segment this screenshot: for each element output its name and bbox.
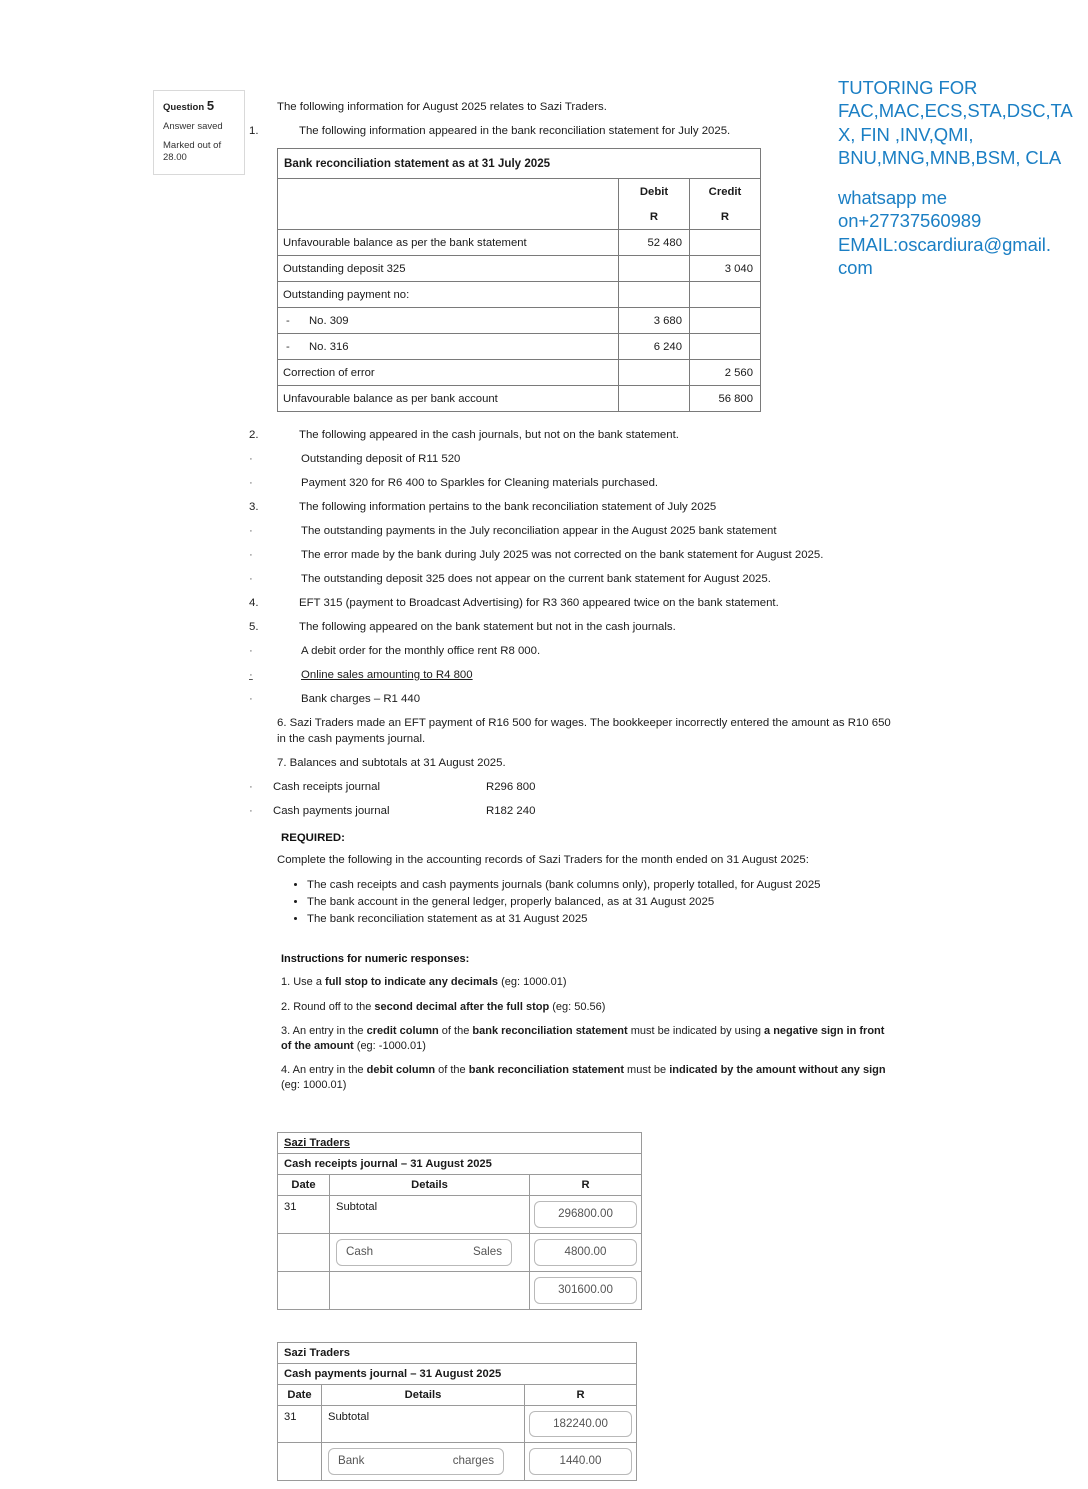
body-bullet-3b-text: The error made by the bank during July 2025 was not corrected on the bank statement for August 2025. [301, 549, 824, 562]
list-item: • The bank reconciliation statement as at 31 August 2025 [307, 911, 897, 928]
cpj-row-amount-cell [525, 1443, 637, 1481]
body-item-2-number: 2. [249, 429, 259, 442]
body-bullet-5b [249, 668, 897, 684]
brs-row-credit [690, 308, 761, 334]
body-balance-crj-label: Cash receipts journal [273, 780, 380, 793]
table-row [278, 230, 761, 256]
middot-icon: · [249, 804, 253, 817]
intro-lead: The following information for August 2025 relates to Sazi Traders. [277, 101, 607, 113]
dash-icon: - [286, 314, 290, 327]
instruction-3-part-e: must be indicated by using [627, 1024, 765, 1037]
question-info-box [153, 90, 245, 175]
crj-details-select-value-b: Sales [472, 1245, 502, 1259]
table-row [278, 360, 761, 386]
crj-details-select-value-a: Cash [346, 1245, 374, 1259]
middot-icon: · [249, 549, 253, 562]
required-lead: Complete the following in the accounting records of Sazi Traders for the month ended on 31 August 2025: [277, 853, 809, 866]
crj-entity-row [278, 1133, 642, 1154]
brs-row-label-cell [278, 308, 619, 334]
promo-line-2: FAC,MAC,ECS,STA,DSC,TA [838, 100, 1073, 122]
brs-row-label-cell [278, 334, 619, 360]
brs-row-credit [690, 282, 761, 308]
table-row [278, 256, 761, 282]
brs-row-label: Outstanding payment no: [278, 282, 619, 308]
intro-item-1-text: The following information appeared in the bank reconciliation statement for July 2025. [299, 125, 731, 138]
brs-row-label: Unfavourable balance as per the bank statement [278, 230, 619, 256]
body-bullet-5c [249, 692, 897, 708]
crj-details-select-inner [346, 1246, 502, 1259]
instruction-3-part-g: (eg: -1000.01) [353, 1039, 426, 1052]
table-row [278, 334, 761, 360]
body-balance-cpj-label: Cash payments journal [273, 804, 390, 817]
journal-spacer [277, 1318, 897, 1342]
body-bullet-2b [249, 476, 897, 492]
instruction-4 [281, 1063, 897, 1093]
required-bullet-list [277, 877, 897, 928]
crj-details-select[interactable] [336, 1239, 512, 1266]
question-title [163, 99, 235, 113]
brs-row-label: No. 316 [309, 340, 349, 353]
instruction-4-part-e: must be [623, 1064, 670, 1077]
crj-col-date: Date [278, 1175, 330, 1196]
cpj-col-amount: R [525, 1384, 637, 1405]
brs-header-debit-currency: R [619, 204, 690, 230]
middot-icon: · [249, 780, 253, 793]
cpj-subtitle: Cash payments journal – 31 August 2025 [278, 1363, 637, 1384]
cpj-row-details: Subtotal [322, 1405, 525, 1443]
middot-icon: · [249, 645, 253, 658]
body-balance-crj [249, 780, 897, 796]
table-row [278, 1234, 642, 1272]
body-item-5-number: 5. [249, 621, 259, 634]
question-title-prefix: Question [163, 102, 205, 113]
promo-phone-number: on+27737560989 [838, 210, 982, 232]
body-bullet-2a [249, 452, 897, 468]
body-bullet-3c [249, 572, 897, 588]
body-item-4-text: EFT 315 (payment to Broadcast Advertising) for R3 360 appeared twice on the bank statement. [299, 597, 779, 610]
body-bullet-5c-text: Bank charges – R1 440 [301, 693, 421, 706]
instruction-1-part-b: full stop to indicate any decimals [325, 976, 499, 989]
section-spacer [277, 1102, 897, 1132]
middot-icon: · [249, 453, 253, 466]
middot-icon: · [249, 477, 253, 490]
instruction-1-part-a: 1. Use a [281, 976, 326, 989]
brs-row-label: Unfavourable balance as per bank account [278, 386, 619, 412]
body-item-4-number: 4. [249, 597, 259, 610]
crj-col-amount: R [530, 1175, 642, 1196]
body-bullet-5b-text: Online sales amounting to R4 800 [301, 669, 473, 682]
brs-row-debit [619, 360, 690, 386]
brs-row-debit [619, 282, 690, 308]
instruction-3-part-a: 3. An entry in the [281, 1024, 367, 1037]
brs-header-debit: Debit [619, 179, 690, 205]
crj-col-details: Details [330, 1175, 530, 1196]
instructions-heading: Instructions for numeric responses: [281, 953, 470, 966]
instruction-4-part-g: (eg: 1000.01) [281, 1079, 347, 1092]
instruction-1 [281, 975, 897, 990]
crj-subtitle: Cash receipts journal – 31 August 2025 [278, 1154, 642, 1175]
cpj-row-amount-cell [525, 1405, 637, 1443]
body-item-3-number: 3. [249, 501, 259, 514]
required-heading: REQUIRED: [281, 831, 345, 844]
cpj-col-details: Details [322, 1384, 525, 1405]
cpj-details-select-value-a: Bank [338, 1454, 365, 1468]
crj-total-input[interactable]: 301600.00 [534, 1277, 637, 1304]
promo-line-3: X, FIN ,INV,QMI, [838, 123, 974, 145]
body-bullet-3c-text: The outstanding deposit 325 does not appear on the current bank statement for August 2025. [301, 573, 771, 586]
crj-row-date: 31 [278, 1196, 330, 1234]
table-row [278, 1196, 642, 1234]
question-marks: Marked out of 28.00 [163, 140, 222, 164]
crj-row-details [330, 1271, 530, 1309]
intro-item-1 [249, 124, 897, 140]
table-row [278, 282, 761, 308]
brs-row-credit [690, 230, 761, 256]
instruction-3-part-f: a negative sign in front of the amount [281, 1024, 885, 1052]
brs-row-label: No. 309 [309, 314, 349, 327]
cpj-header-row [278, 1384, 637, 1405]
cash-payments-journal-table [277, 1342, 637, 1482]
cpj-entity-name: Sazi Traders [278, 1342, 637, 1363]
brs-row-debit: 6 240 [619, 334, 690, 360]
instruction-2 [281, 1000, 897, 1015]
table-row [278, 1443, 637, 1481]
instruction-3 [281, 1024, 897, 1054]
instruction-1-part-c: (eg: 1000.01) [498, 976, 567, 989]
promo-line-1: TUTORING FOR [838, 77, 978, 98]
middot-icon: · [249, 669, 253, 682]
body-item-5 [249, 620, 897, 636]
instruction-4-part-a: 4. An entry in the [281, 1064, 367, 1077]
promo-email-line-2: com [838, 257, 873, 279]
middot-icon: · [249, 525, 253, 538]
cpj-details-select[interactable] [328, 1448, 504, 1475]
brs-row-credit: 3 040 [690, 256, 761, 282]
promo-line-4: BNU,MNG,MNB,BSM, CLA [838, 146, 1062, 168]
instruction-4-part-c: of the [435, 1064, 469, 1077]
instruction-4-part-d: bank reconciliation statement [468, 1064, 624, 1077]
crj-row-date [278, 1271, 330, 1309]
body-balance-cpj-value: R182 240 [486, 804, 536, 817]
body-item-3 [249, 500, 897, 516]
cpj-subtitle-row [278, 1363, 637, 1384]
body-item-5-text: The following appeared on the bank statement but not in the cash journals. [299, 621, 676, 634]
body-bullet-3a-text: The outstanding payments in the July reconciliation appear in the August 2025 bank statement [301, 525, 777, 538]
body-bullet-2b-text: Payment 320 for R6 400 to Sparkles for Cleaning materials purchased. [301, 477, 659, 490]
brs-row-label: Outstanding deposit 325 [278, 256, 619, 282]
brs-row-credit: 56 800 [690, 386, 761, 412]
body-bullet-3a [249, 524, 897, 540]
question-body [249, 100, 897, 1489]
brs-header-row-1 [278, 179, 761, 205]
brs-row-debit [619, 256, 690, 282]
crj-row-amount-cell [530, 1196, 642, 1234]
cpj-amount-input[interactable]: 1440.00 [529, 1448, 632, 1475]
instruction-2-part-a: 2. Round off to the [281, 1000, 375, 1013]
brs-title: Bank reconciliation statement as at 31 July 2025 [278, 149, 761, 179]
brs-header-credit-currency: R [690, 204, 761, 230]
instruction-2-part-b: second decimal after the full stop [374, 1000, 550, 1013]
middot-icon: · [249, 693, 253, 706]
brs-row-credit [690, 334, 761, 360]
instruction-3-part-d: bank reconciliation statement [472, 1024, 628, 1037]
instruction-2-part-c: (eg: 50.56) [549, 1000, 606, 1013]
promo-whatsapp-label: whatsapp me [838, 187, 947, 209]
body-item-7: 7. Balances and subtotals at 31 August 2025. [277, 756, 506, 769]
brs-title-row [278, 149, 761, 179]
promo-email-line-1: EMAIL:oscardiura@gmail. [838, 233, 1051, 255]
crj-header-row [278, 1175, 642, 1196]
brs-row-label: Correction of error [278, 360, 619, 386]
cpj-row-date [278, 1443, 322, 1481]
dash-icon: - [286, 340, 290, 353]
list-item: • The cash receipts and cash payments journals (bank columns only), properly totalled, for August 2025 [307, 877, 897, 894]
intro-item-1-number: 1. [249, 125, 259, 138]
crj-subtitle-row [278, 1154, 642, 1175]
crj-row-details-cell [330, 1234, 530, 1272]
middot-icon: · [249, 573, 253, 586]
crj-row-details: Subtotal [330, 1196, 530, 1234]
cash-receipts-journal-table [277, 1132, 642, 1309]
question-status: Answer saved [163, 121, 223, 133]
cpj-col-date: Date [278, 1384, 322, 1405]
instruction-3-part-c: of the [438, 1024, 473, 1037]
brs-header-blank [278, 179, 619, 230]
body-bullet-3b [249, 548, 897, 564]
body-balance-cpj [249, 804, 897, 820]
crj-entity-name: Sazi Traders [284, 1137, 350, 1150]
crj-amount-input[interactable]: 296800.00 [534, 1201, 637, 1228]
crj-amount-input[interactable]: 4800.00 [534, 1239, 637, 1266]
cpj-details-select-value-b: charges [452, 1454, 494, 1468]
body-item-6: 6. Sazi Traders made an EFT payment of R16 500 for wages. The bookkeeper incorrectly entered the amount as R10 650 in the cash payments journal. [277, 716, 891, 745]
body-bullet-5a [249, 644, 897, 660]
crj-row-date [278, 1234, 330, 1272]
brs-row-debit [619, 386, 690, 412]
cpj-row-date: 31 [278, 1405, 322, 1443]
brs-header-credit: Credit [690, 179, 761, 205]
crj-row-amount-cell [530, 1271, 642, 1309]
brs-row-credit: 2 560 [690, 360, 761, 386]
cpj-row-details-cell [322, 1443, 525, 1481]
cpj-entity-row [278, 1342, 637, 1363]
body-item-3-text: The following information pertains to the bank reconciliation statement of July 2025 [299, 501, 717, 514]
bank-reconciliation-statement-table [277, 148, 761, 412]
body-item-4 [249, 596, 897, 612]
table-row [278, 386, 761, 412]
body-bullet-5a-text: A debit order for the monthly office rent R8 000. [301, 645, 541, 658]
instruction-4-part-f: indicated by the amount without any sign [669, 1064, 886, 1077]
body-balance-crj-value: R296 800 [486, 780, 536, 793]
body-item-2-text: The following appeared in the cash journals, but not on the bank statement. [299, 429, 679, 442]
body-item-2 [249, 428, 897, 444]
crj-entity-cell [278, 1133, 642, 1154]
table-row [278, 1405, 637, 1443]
table-row [278, 1271, 642, 1309]
body-bullet-2a-text: Outstanding deposit of R11 520 [301, 453, 461, 466]
brs-row-debit: 52 480 [619, 230, 690, 256]
table-row [278, 308, 761, 334]
question-number: 5 [206, 98, 215, 113]
brs-row-dash-wrap [283, 341, 349, 353]
cpj-details-select-inner [338, 1455, 494, 1468]
crj-row-amount-cell [530, 1234, 642, 1272]
brs-row-debit: 3 680 [619, 308, 690, 334]
list-item: • The bank account in the general ledger, properly balanced, as at 31 August 2025 [307, 894, 897, 911]
instruction-3-part-b: credit column [366, 1024, 439, 1037]
brs-row-dash-wrap [283, 315, 349, 327]
cpj-amount-input[interactable]: 182240.00 [529, 1411, 632, 1438]
instruction-4-part-b: debit column [366, 1064, 436, 1077]
